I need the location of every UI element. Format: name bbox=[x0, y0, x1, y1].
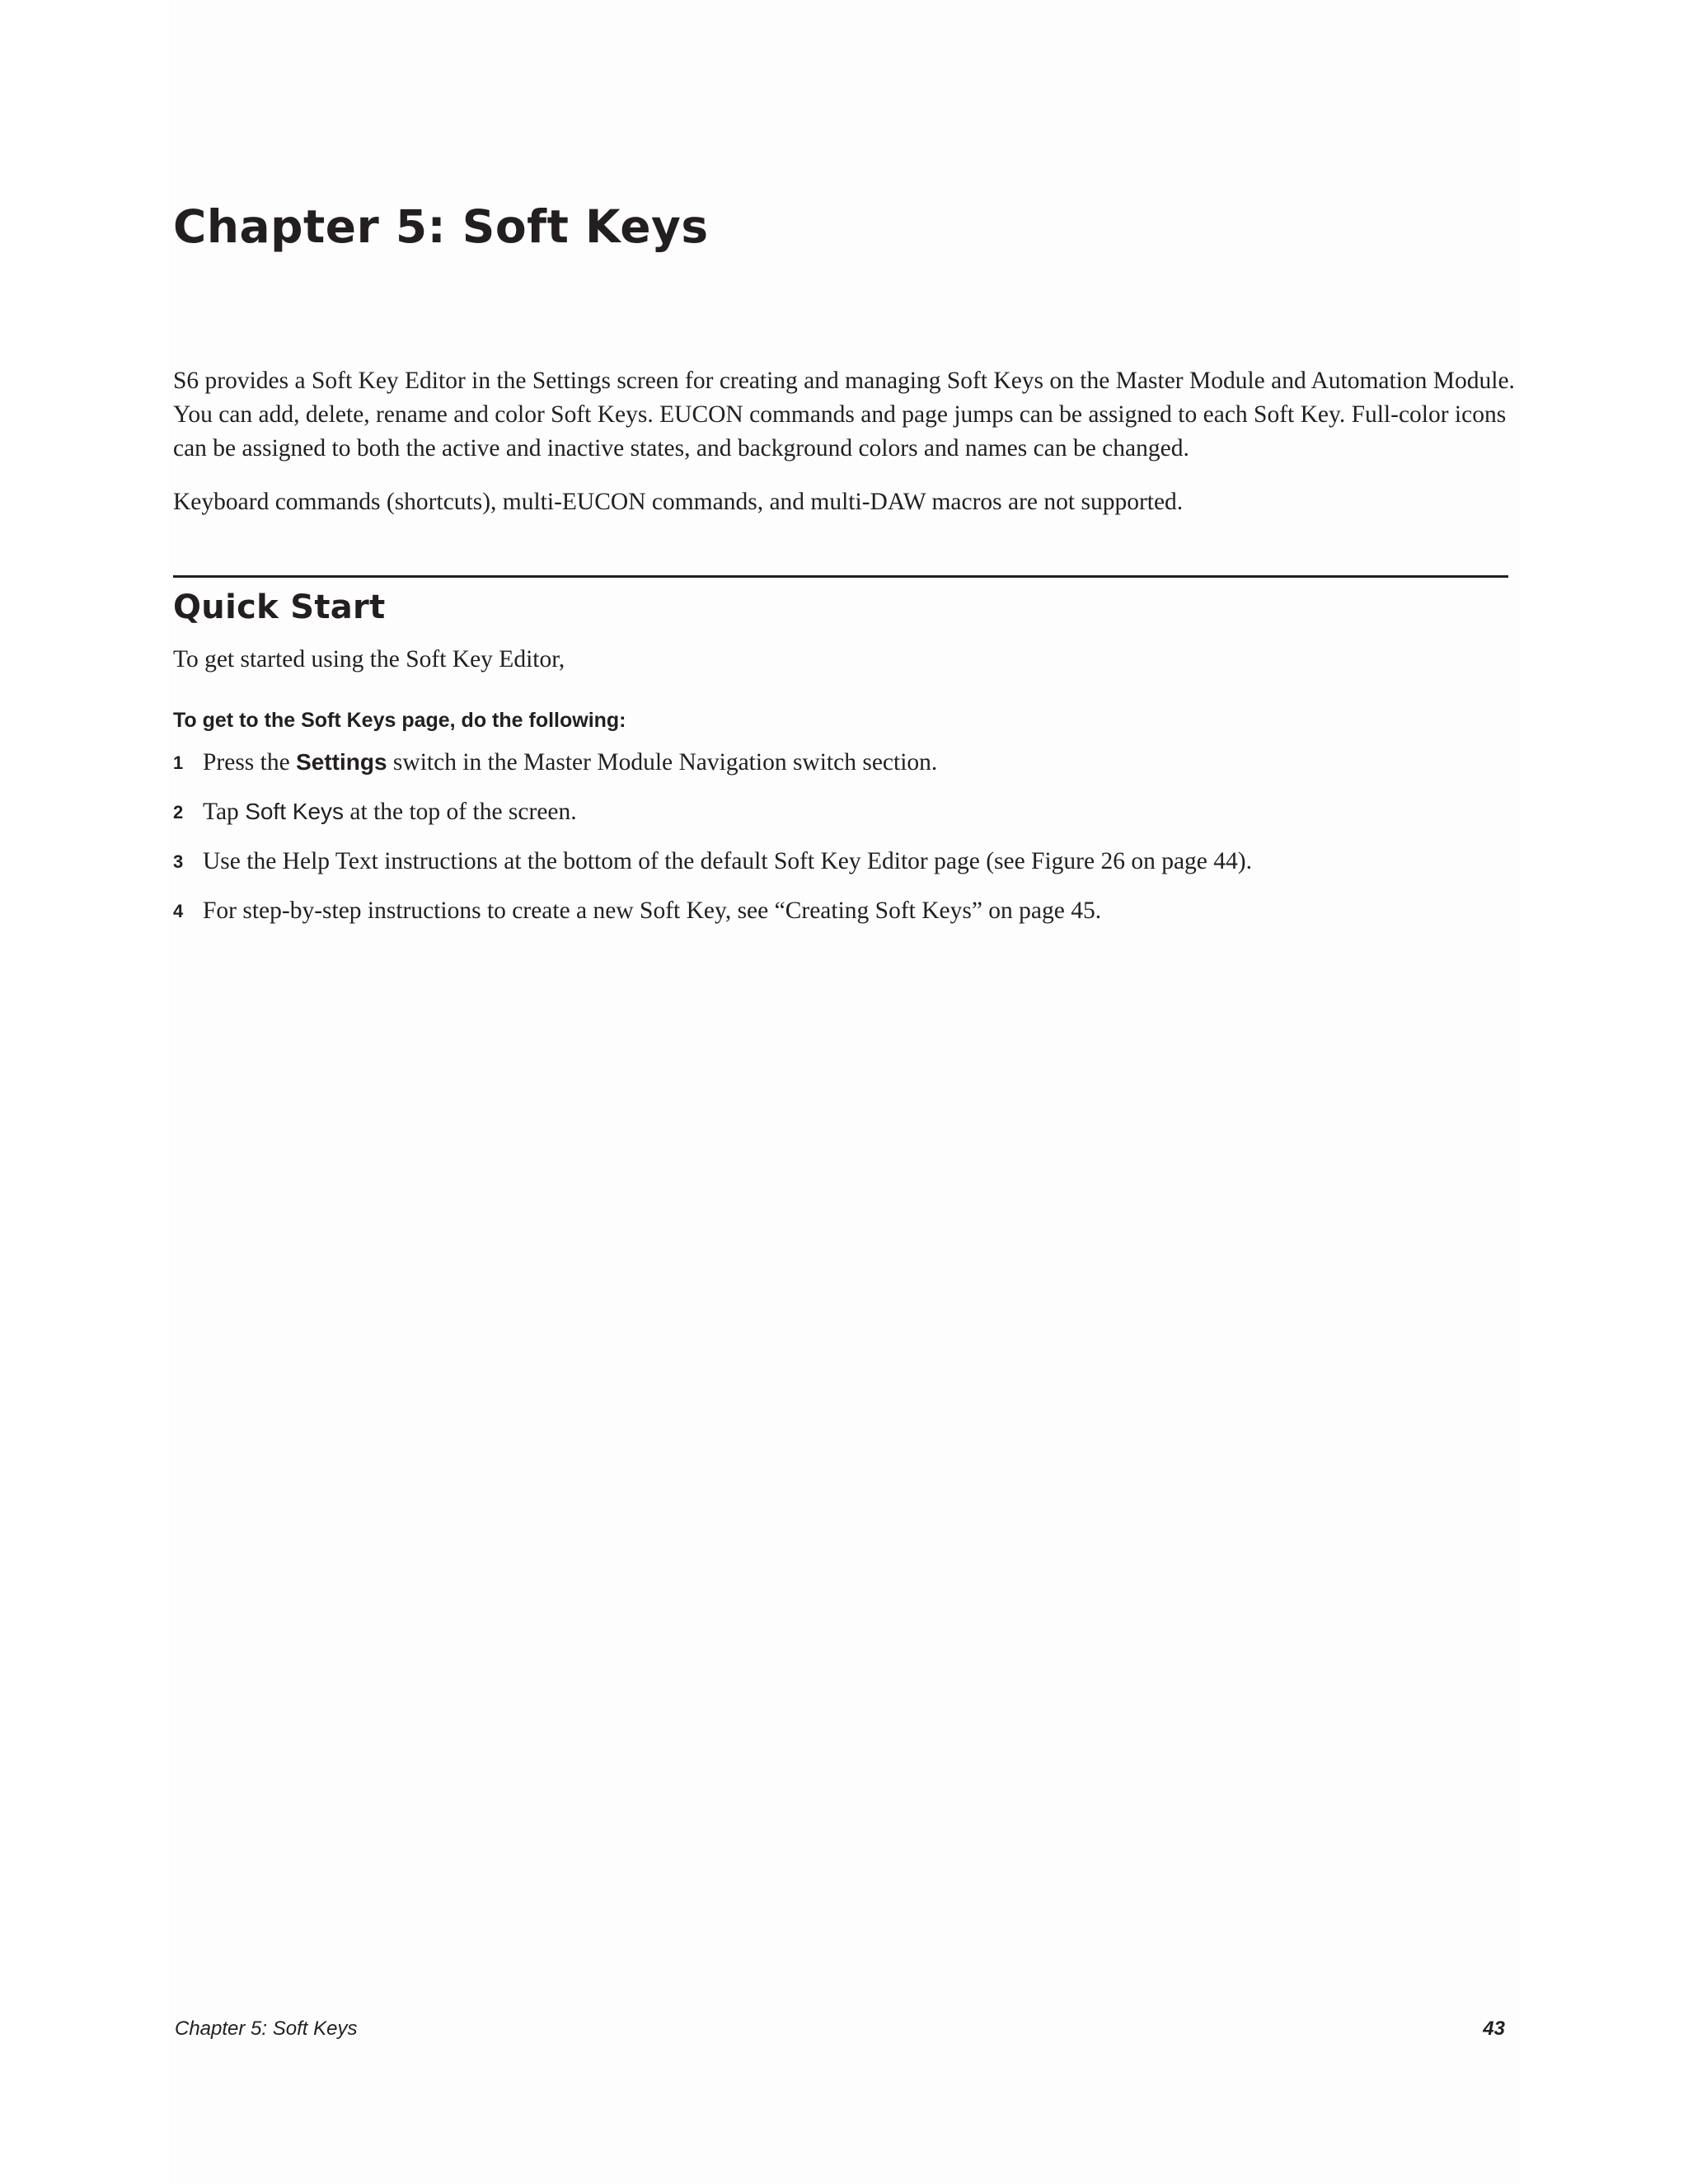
step-number: 1 bbox=[173, 752, 184, 773]
ui-term-settings: Settings bbox=[296, 749, 387, 775]
chapter-title: Chapter 5: Soft Keys bbox=[173, 200, 709, 253]
step-number: 2 bbox=[173, 802, 184, 823]
intro-paragraph-2: Keyboard commands (shortcuts), multi-EUCON commands, and multi-DAW macros are not supported. bbox=[173, 489, 1184, 515]
section-title: Quick Start bbox=[173, 588, 386, 626]
footer-page-number: 43 bbox=[1483, 2018, 1505, 2040]
ui-term-soft-keys: Soft Keys bbox=[245, 799, 345, 824]
step-text: For step-by-step instructions to create a new Soft Key, see “Creating Soft Keys” on page 45. bbox=[203, 898, 1102, 924]
step-text: at the top of the screen. bbox=[344, 799, 577, 825]
step-1 bbox=[173, 745, 1508, 794]
step-text: Tap bbox=[203, 799, 246, 825]
intro-paragraph-1: S6 provides a Soft Key Editor in the Settings screen for creating and managing Soft Keys on the Master Module and Automation Module. You can add, delete, rename and color Soft Keys. EUCON commands and page jumps can be assigned to each Soft Key. Full-color icons can be assigned to both the active and inactive states, and background colors and names can be changed. bbox=[173, 368, 1515, 462]
step-number: 3 bbox=[173, 851, 184, 872]
step-text: Press the bbox=[203, 749, 297, 776]
step-3 bbox=[173, 844, 1508, 893]
step-text: switch in the Master Module Navigation switch section. bbox=[387, 749, 938, 776]
footer-chapter-label: Chapter 5: Soft Keys bbox=[175, 2018, 358, 2040]
procedure-heading: To get to the Soft Keys page, do the following: bbox=[173, 709, 626, 732]
section-divider bbox=[173, 575, 1508, 578]
document-page bbox=[173, 0, 1515, 2184]
step-text: Use the Help Text instructions at the bottom of the default Soft Key Editor page (see Figure 26 on page 44). bbox=[203, 848, 1252, 874]
section-intro: To get started using the Soft Key Editor, bbox=[173, 646, 565, 673]
step-2 bbox=[173, 794, 1508, 844]
step-4 bbox=[173, 893, 1508, 943]
step-number: 4 bbox=[173, 901, 184, 921]
procedure-steps bbox=[173, 745, 1508, 943]
